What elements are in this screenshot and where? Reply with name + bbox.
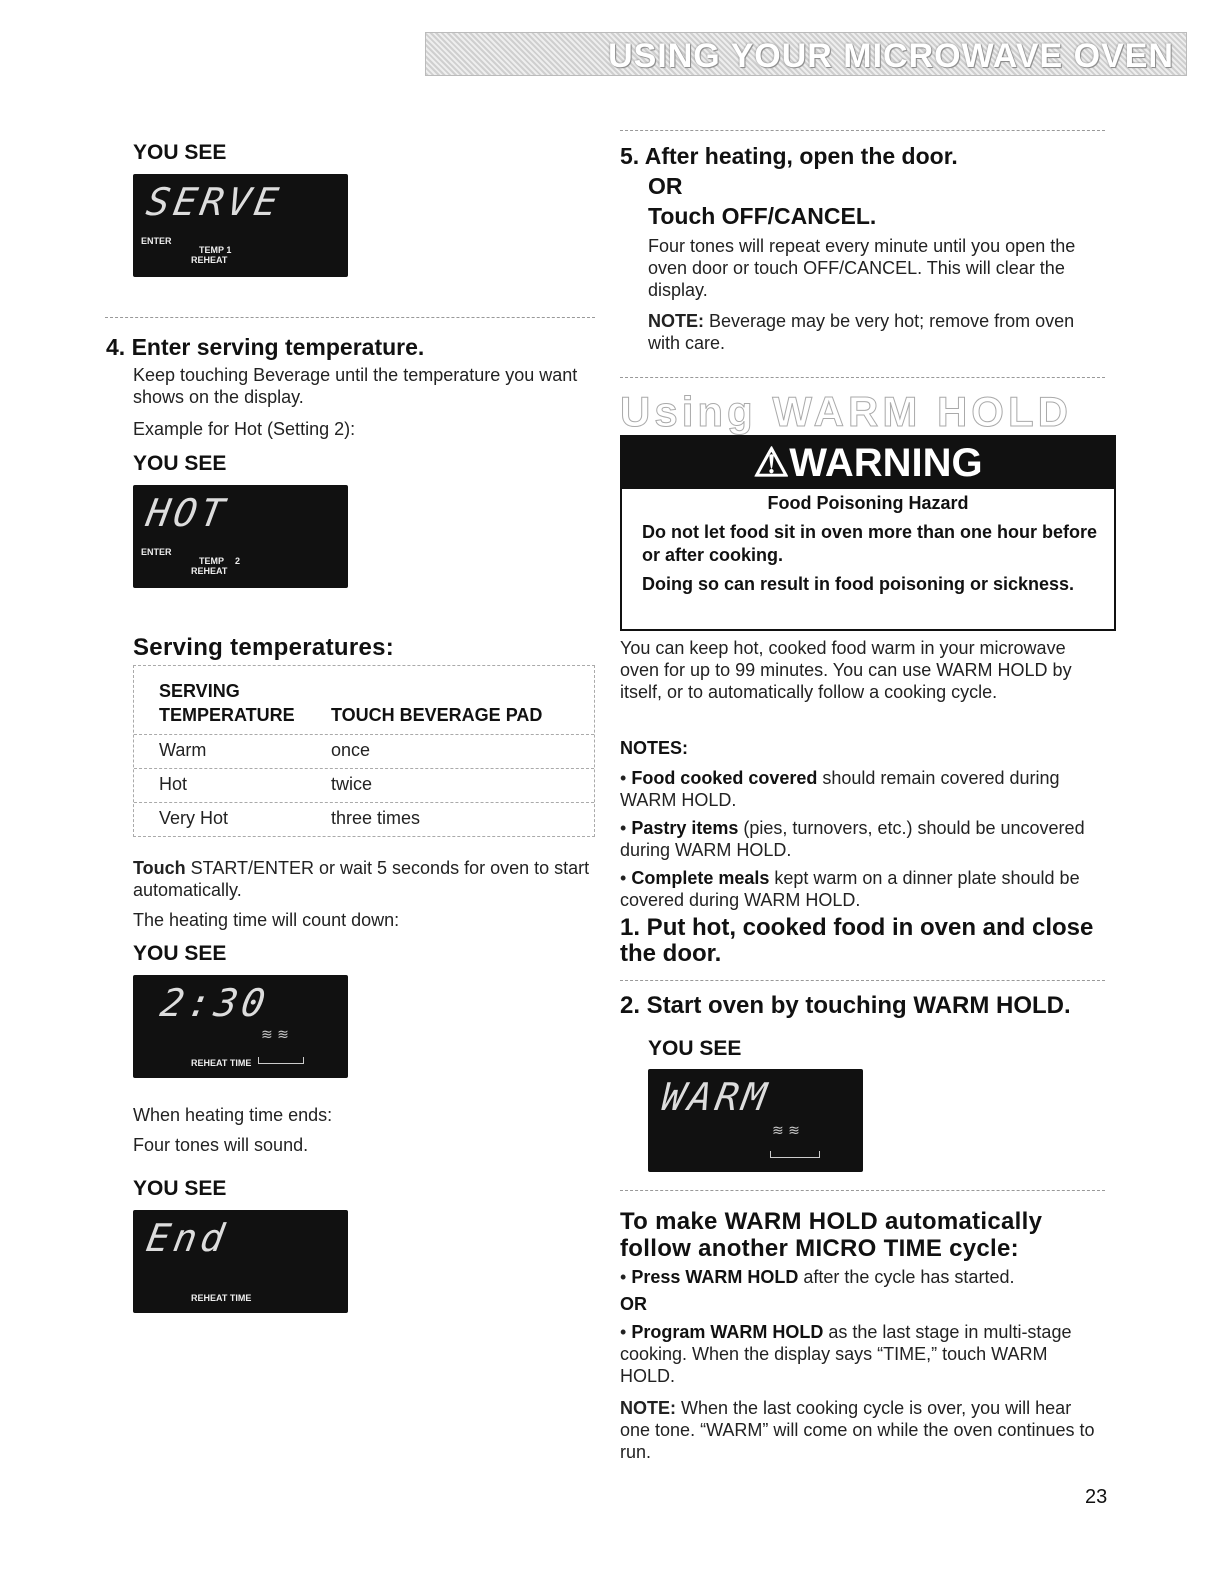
note-bold: Food cooked covered	[631, 768, 818, 788]
display-hot	[133, 485, 348, 588]
step5-heading: 5. After heating, open the door.	[620, 143, 958, 169]
touch-start-text	[133, 857, 593, 901]
step5-or: OR	[648, 173, 683, 199]
warning-title: Food Poisoning Hazard	[767, 493, 969, 513]
divider	[620, 377, 1105, 378]
you-see-label: YOU SEE	[648, 1037, 742, 1060]
table-header-pad: TOUCH BEVERAGE PAD	[331, 705, 543, 725]
warning-header	[622, 437, 1114, 489]
table-cell-pad: three times	[331, 808, 421, 828]
bullet-icon: •	[620, 1267, 627, 1287]
touch-rest: START/ENTER or wait 5 seconds for oven to start automatically.	[133, 858, 590, 900]
list-item	[620, 817, 1090, 861]
you-see-label: YOU SEE	[133, 1177, 227, 1200]
table-divider	[134, 768, 594, 769]
table-cell-temp: Very Hot	[159, 808, 229, 828]
bullet-icon: •	[620, 1322, 627, 1342]
display-temp-num: 2	[235, 556, 241, 566]
note-label: NOTE:	[648, 311, 704, 331]
table-header-serving: SERVING	[159, 681, 240, 701]
table-cell-temp: Hot	[159, 774, 188, 794]
warm-hold-intro: You can keep hot, cooked food warm in your microwave oven for up to 99 minutes. You can use WARM HOLD by itself, or to automatically follow a cooking cycle.	[620, 638, 1072, 702]
heat-wave-icon: ≋ ≋	[261, 1027, 289, 1043]
table-header-temperature: TEMPERATURE	[159, 705, 295, 725]
step1-heading: 1. Put hot, cooked food in oven and close the door.	[620, 914, 1094, 967]
warning-box	[620, 435, 1116, 631]
page-number: 23	[1085, 1486, 1108, 1508]
display-reheat-time: REHEAT TIME	[191, 1293, 252, 1303]
or-label: OR	[620, 1294, 647, 1314]
note-rest: kept warm on a dinner plate should be covered during WARM HOLD.	[620, 868, 1080, 910]
display-end	[133, 1210, 348, 1313]
notes-label: NOTES:	[620, 738, 689, 758]
bullet-bold: Program WARM HOLD	[631, 1322, 824, 1342]
auto-heading-line: To make WARM HOLD automatically	[620, 1208, 1043, 1235]
display-enter: ENTER	[141, 547, 172, 557]
divider	[105, 317, 595, 318]
step4-text: Keep touching Beverage until the temperature you want shows on the display.	[133, 365, 578, 407]
bullet-rest: after the cycle has started.	[798, 1267, 1015, 1287]
divider	[620, 130, 1105, 131]
section-banner	[425, 32, 1187, 76]
bullet-icon: •	[620, 868, 627, 888]
display-enter: ENTER	[141, 236, 172, 246]
display-warm	[648, 1069, 863, 1172]
bullet-rest: as the last stage in multi-stage cooking. When the display says “TIME,” touch WARM HOLD.	[620, 1322, 1072, 1386]
display-underline	[258, 1057, 304, 1064]
list-item	[620, 1321, 1095, 1387]
table-cell-temp: Warm	[159, 740, 207, 760]
bullet-bold: Press WARM HOLD	[631, 1267, 799, 1287]
step4-heading: 4. Enter serving temperature.	[106, 334, 425, 360]
final-note	[620, 1397, 1095, 1463]
step5-text: Four tones will repeat every minute until you open the oven door or touch OFF/CANCEL. This will clear the display.	[648, 236, 1076, 300]
table-cell-pad: once	[331, 740, 371, 760]
list-item	[620, 767, 1090, 811]
note-bold: Pastry items	[631, 818, 739, 838]
note-text: Beverage may be very hot; remove from oven with care.	[648, 311, 1075, 353]
table-divider	[134, 802, 594, 803]
bullet-icon: •	[620, 818, 627, 838]
note-rest: should remain covered during WARM HOLD.	[620, 768, 1060, 810]
step5-cancel: Touch OFF/CANCEL.	[648, 203, 877, 229]
display-time	[133, 975, 348, 1078]
divider	[620, 980, 1105, 981]
table-divider	[134, 734, 594, 735]
display-digits: SERVE	[143, 180, 286, 224]
auto-heading-line: follow another MICRO TIME cycle:	[620, 1235, 1019, 1262]
count-down-text: The heating time will count down:	[133, 910, 400, 930]
serving-table	[133, 665, 595, 837]
table-cell-pad: twice	[331, 774, 373, 794]
serving-heading: Serving temperatures:	[133, 634, 395, 661]
display-digits: HOT	[143, 491, 232, 535]
warning-label: WARNING	[789, 441, 983, 485]
note-rest: (pies, turnovers, etc.) should be uncovered during WARM HOLD.	[620, 818, 1085, 860]
note-bold: Complete meals	[631, 868, 770, 888]
auto-heading	[620, 1208, 1042, 1262]
step4-example: Example for Hot (Setting 2):	[133, 419, 356, 439]
display-reheat: REHEAT	[191, 566, 228, 576]
display-digits: End	[143, 1216, 232, 1260]
heat-wave-icon: ≋ ≋	[772, 1123, 800, 1139]
list-item	[620, 867, 1090, 911]
display-reheat-time: REHEAT TIME	[191, 1058, 252, 1068]
tones-text: Four tones will sound.	[133, 1135, 309, 1155]
step2-heading: 2. Start oven by touching WARM HOLD.	[620, 992, 1071, 1019]
you-see-label: YOU SEE	[133, 141, 227, 164]
display-digits: WARM	[658, 1075, 774, 1119]
warning-text: Doing so can result in food poisoning or sickness.	[642, 574, 1075, 594]
display-digits: 2:30	[157, 981, 273, 1025]
bullet-icon: •	[620, 768, 627, 788]
note-label: NOTE:	[620, 1398, 676, 1418]
display-reheat: REHEAT	[191, 255, 228, 265]
warm-hold-heading: Using WARM HOLD	[620, 388, 1072, 435]
display-underline	[770, 1151, 820, 1158]
ends-text: When heating time ends:	[133, 1105, 333, 1125]
display-temp: TEMP 1	[199, 245, 232, 255]
banner-title: USING YOUR MICROWAVE OVEN	[608, 37, 1174, 75]
list-item	[620, 1266, 1100, 1288]
touch-label: Touch	[133, 858, 186, 878]
note-text: When the last cooking cycle is over, you will hear one tone. “WARM” will come on while the oven continues to run.	[620, 1398, 1095, 1462]
display-serve	[133, 174, 348, 277]
you-see-label: YOU SEE	[133, 452, 227, 475]
you-see-label: YOU SEE	[133, 942, 227, 965]
step5-note	[648, 310, 1103, 354]
display-temp: TEMP	[199, 556, 225, 566]
warning-text: Do not let food sit in oven more than one hour before or after cooking.	[642, 522, 1098, 565]
warning-triangle-icon: ⚠	[753, 441, 790, 485]
divider	[620, 1190, 1105, 1191]
